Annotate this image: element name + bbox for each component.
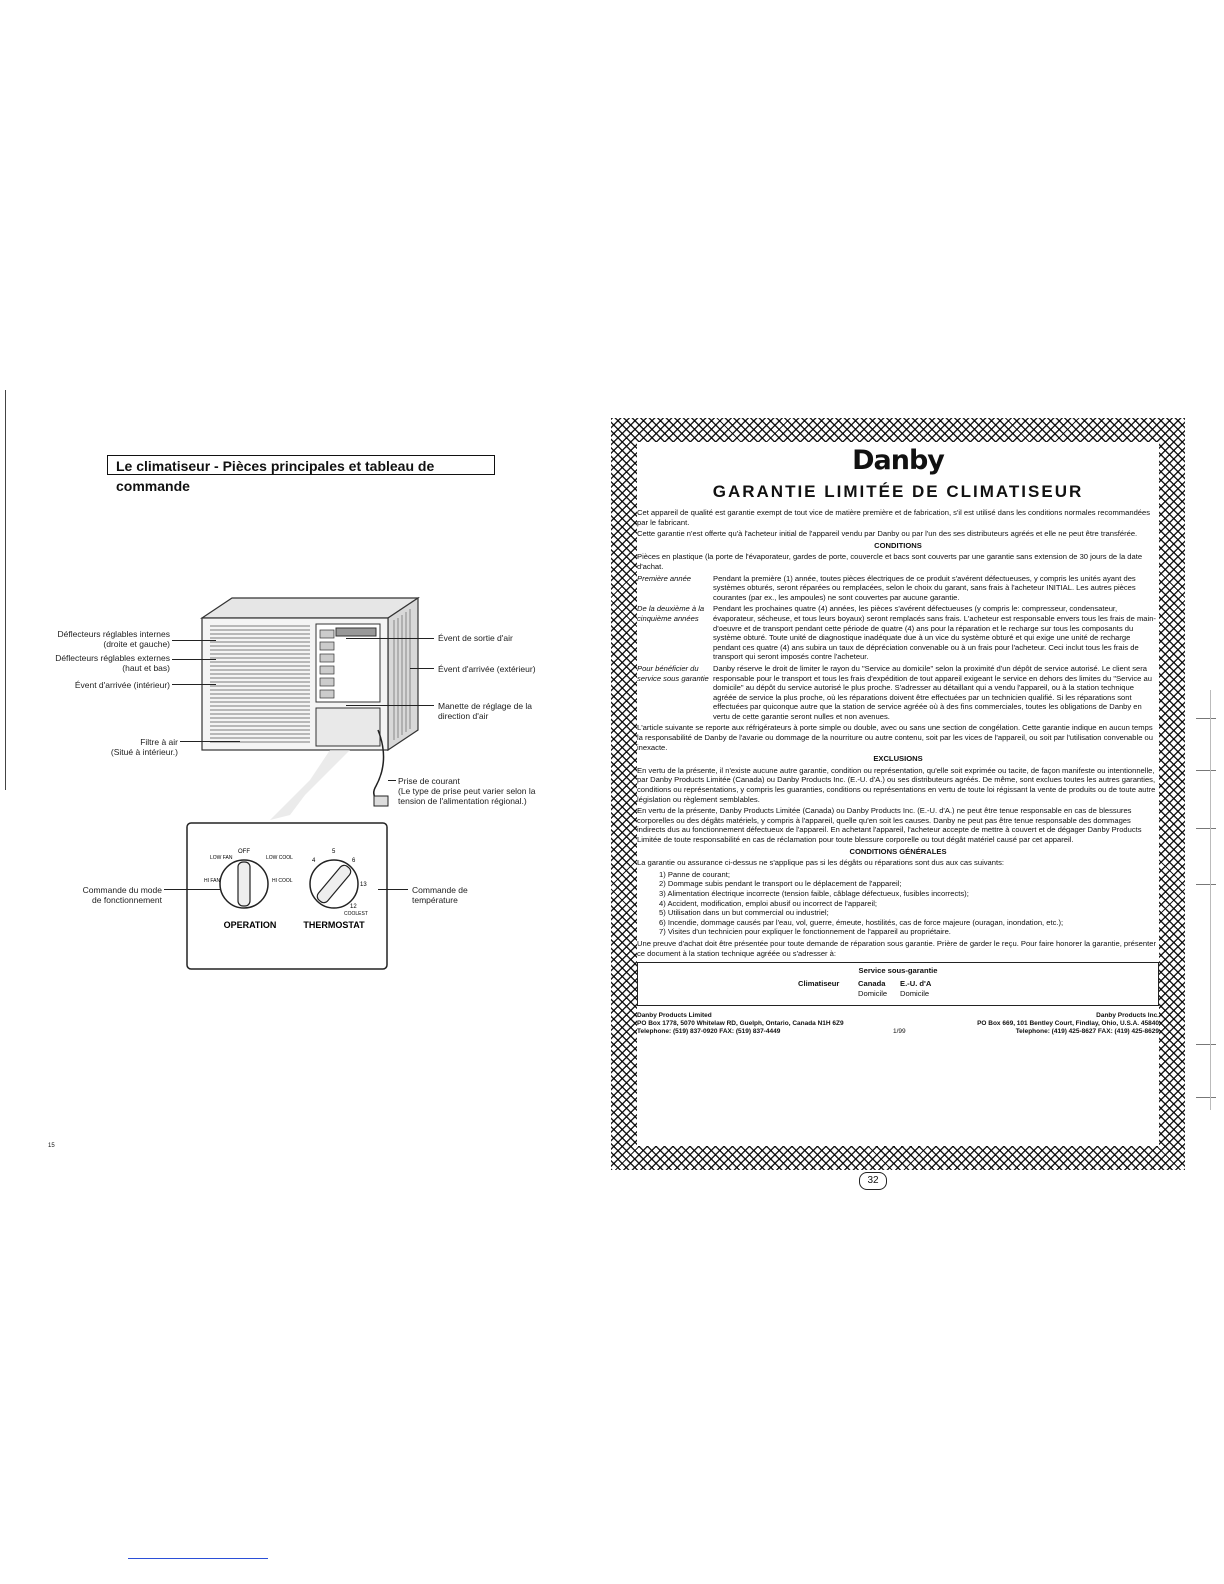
edge-mark: [1196, 1097, 1216, 1098]
service-box: [637, 962, 1159, 1006]
warranty-para: En vertu de la présente, il n'existe aucune autre garantie, condition ou représentation, qu'elle soit exprimée ou tacite, de façon manifeste ou intentionnelle, par Danby Products Limitée (Canada) ou Danby Products Inc. (E.-U. d'A.) ou ses distributeurs agréés. De même, sont exclues toutes les autres garanties, conditions ou représentations, y compris les guaranties, conditions ou représentations en vertu de toute loi régissant la vente de produits ou de toute autre législation ou règlement semblables.: [637, 765, 1156, 804]
leader-line: [172, 684, 216, 685]
panel-hi-fan: HI FAN: [204, 878, 221, 884]
heading-conditions-generales: CONDITIONS GÉNÉRALES: [849, 846, 947, 856]
panel-thermostat-label: THERMOSTAT: [303, 920, 365, 930]
heading-conditions: CONDITIONS: [874, 540, 922, 550]
edge-mark: [1196, 828, 1216, 829]
label-commande-temperature: Commande de température: [412, 885, 468, 905]
service-canada-type: Domicile: [858, 989, 888, 999]
leader-line: [172, 659, 216, 660]
left-margin-rule: [5, 390, 6, 790]
label-deflecteurs-internes: Déflecteurs réglables internes (droite et gauche): [57, 629, 170, 649]
exclusion-list: [637, 870, 1159, 937]
service-usa: E.-U. d'A: [900, 979, 932, 989]
list-item: 1) Panne de courant;: [659, 869, 730, 879]
list-item: 6) Incendie, dommage causés par l'eau, vol, guerre, émeute, hostilités, cas de force majeure (ouragan, inondation, etc.);: [659, 917, 1064, 927]
panel-low-fan: LOW FAN: [210, 855, 233, 861]
label-event-arrivee-interieur: Évent d'arrivée (intérieur): [74, 680, 170, 690]
list-item: 5) Utilisation dans un but commercial ou industriel;: [659, 908, 829, 918]
list-item: 7) Visites d'un technicien pour expliquer le fonctionnement de l'appareil au propriétaire.: [659, 927, 951, 937]
service-canada: Canada: [858, 979, 886, 989]
warranty-para: La garantie ou assurance ci-dessus ne s'applique pas si les dégâts ou réparations sont dus aux cas suivants:: [637, 858, 1005, 868]
brand-logo: Danby: [852, 445, 944, 476]
leader-line: [410, 668, 434, 669]
warranty-para: Cet appareil de qualité est garantie exempt de tout vice de matière première et de fabrication, s'il est utilisé dans les conditions normales recommandées par le fabricant.: [637, 508, 1151, 527]
warranty-panel: [611, 418, 1185, 1186]
edge-mark: [1196, 1044, 1216, 1045]
list-item: 3) Alimentation électrique incorrecte (tension faible, câblage défectueux, fusibles incorrects);: [659, 888, 969, 898]
panel-low-cool: LOW COOL: [266, 855, 293, 861]
edge-mark: [1196, 884, 1216, 885]
condition-row: Première année Pendant la première (1) année, toutes pièces électriques de ce produit s'avérent défectueuses, y compris les unités ayant des systèmes obturés, seront réparées ou remplacées, selon le choix du garant, sans frais à l'acheteur INITIAL. Les autres pièces courantes (par ex., les ampoules) ne sont couvertes par aucune garantie.: [637, 573, 1136, 602]
warranty-content: [637, 442, 1159, 1146]
thermo-coolest: COOLEST: [344, 911, 368, 917]
panel-off: OFF: [238, 849, 250, 855]
heading-exclusions: EXCLUSIONS: [873, 754, 923, 764]
edge-mark: [1196, 718, 1216, 719]
service-title: Service sous-garantie: [858, 966, 938, 976]
thermo-12: 12: [350, 904, 357, 910]
page-number: 32: [859, 1172, 887, 1190]
footer-left: Danby Products Limited PO Box 1778, 5070 Whitelaw RD, Guelph, Ontario, Canada N1H 6Z9 Telephone: (519) 837-0920 FAX: (519) 837-4449: [637, 1012, 844, 1036]
list-item: 4) Accident, modification, emploi abusif ou incorrect de l'appareil;: [659, 898, 877, 908]
edge-mark: [1210, 690, 1211, 1110]
bottom-rule: [128, 1558, 268, 1559]
leader-line: [180, 741, 240, 742]
service-usa-type: Domicile: [900, 989, 930, 999]
list-item: 2) Dommage subis pendant le transport ou le déplacement de l'appareil;: [659, 879, 902, 889]
control-panel: [186, 822, 388, 970]
condition-row: Pour bénéficier du service sous garantie Danby réserve le droit de limiter le rayon du "Service au domicile" selon la proximité d'un dépôt de service autorisé. Le client sera responsable pour le transport et tous les frais d'expédition de tout appareil exigeant le service en dehors des limites du "Service au domicile" au dépôt du service autorisé le plus proche. S'adresser au détaillant qui a vendu l'appareil, ou à la station technique agréée de service la plus proche, où les réparations doivent être effectuées par un technicien qualifié. Si les réparations sont effectuées par quiconque autre que la station de service agréée où à des fins commerciales, toutes les obligations de Danby en vertu de cette garantie seront nulles et non avenues.: [637, 663, 1152, 721]
warranty-title: GARANTIE LIMITÉE DE CLIMATISEUR: [712, 482, 1084, 501]
footer-right: Danby Products Inc. PO Box 669, 101 Bentley Court, Findlay, Ohio, U.S.A. 45840 Telephone: (419) 425-8627 FAX: (419) 425-8629: [977, 1012, 1159, 1036]
label-commande-mode: Commande du mode de fonctionnement: [82, 885, 162, 905]
leader-line: [172, 640, 216, 641]
warranty-para: Pièces en plastique (la porte de l'évaporateur, gardes de porte, couvercle et bacs sont couverts par une garantie sans extension de 30 jours de la date d'achat.: [637, 552, 1143, 571]
label-filtre: Filtre à air (Situé à intérieur.): [110, 737, 178, 757]
service-product: Climatiseur: [798, 979, 840, 989]
page-marker: 15: [48, 1143, 55, 1149]
thermo-13: 13: [360, 882, 367, 888]
warranty-para: Une preuve d'achat doit être présentée pour toute demande de réparation sous garantie. Prière de garder le reçu. Pour faire honorer la garantie, présenter ce document à la station technique agréée ou s'adresser à:: [637, 938, 1156, 958]
edge-mark: [1196, 770, 1216, 771]
leader-line: [388, 780, 396, 781]
condition-row: De la deuxième à la cinquième années Pendant les prochaines quatre (4) années, les pièces s'avérent défectueuses (y compris le: compresseur, condensateur, évaporateur, sécheuse, et tous leurs boyaux) seront remplacés sans frais. L'acheteur est responsable envers tous les frais de main-d'oeuvre et de transport pendant cette période de quatre (4) ans pour la réparation et le recharge sur tous les composants du système obturé. Toute unité de diagnostique inadéquate due à un vice du système obturé et qui exige une unité de recharge pendant ces quatre (4) ans subira un taux de dépréciation convenable ou à un frais pour l'acheteur. Ceci inclut tous les frais de transport qui seront imposés contre l'acheteur.: [637, 604, 1156, 662]
label-manette: Manette de réglage de la direction d'air: [438, 701, 533, 721]
panel-operation-label: OPERATION: [223, 920, 277, 930]
label-event-sortie: Évent de sortie d'air: [438, 633, 513, 643]
warranty-para: Cette garantie n'est offerte qu'à l'acheteur initial de l'appareil vendu par Danby ou par l'un des ses distributeurs agréés et elle ne peut être transférée.: [637, 529, 1138, 539]
leader-line: [378, 889, 408, 890]
warranty-para: En vertu de la présente, Danby Products Limitée (Canada) ou Danby Products Inc. (E.-U. d'A.) ne peut être tenue responsable en cas de blessures corporelles ou des dégâts matériels, y compris à l'appareil, quelle qu'en soit les causes. Danby ne peut pas être tenue responsable des dommages indirects dus au fonctionnement défectueux de l'appareil. En achetant l'appareil, l'acheteur accepte de mettre à couvert et de dégager Danby Products Limitée de toute responsabilité en cas de réclamation pour toute blessure corporelle ou tout dégât matériel causé par cet appareil.: [637, 806, 1142, 844]
thermo-4: 4: [312, 858, 316, 864]
warranty-para: L'article suivante se reporte aux réfrigérateurs à porte simple ou double, avec ou sans une section de congélation. Cette garantie indique en aucun temps la responsabilité de Danby de l'avarie ou dommage de la nourriture ou autre contenu, soit par les vices de l'appareil, ou soit par l'utilisation convenable ou inexacte.: [637, 723, 1153, 752]
panel-hi-cool: HI COOL: [272, 878, 293, 884]
leader-line: [164, 889, 220, 890]
label-event-arrivee-exterieur: Évent d'arrivée (extérieur): [438, 664, 536, 674]
label-prise: Prise de courant (Le type de prise peut varier selon la tension de l'alimentation régional.): [398, 776, 536, 806]
section-title: Le climatiseur - Pièces principales et tableau de commande: [107, 455, 495, 475]
thermo-6: 6: [352, 858, 356, 864]
leader-line: [346, 705, 434, 706]
label-deflecteurs-externes: Déflecteurs réglables externes (haut et bas): [55, 653, 170, 673]
footer-date: 1/99: [893, 1028, 906, 1036]
thermo-5: 5: [332, 849, 336, 855]
leader-line: [346, 638, 434, 639]
